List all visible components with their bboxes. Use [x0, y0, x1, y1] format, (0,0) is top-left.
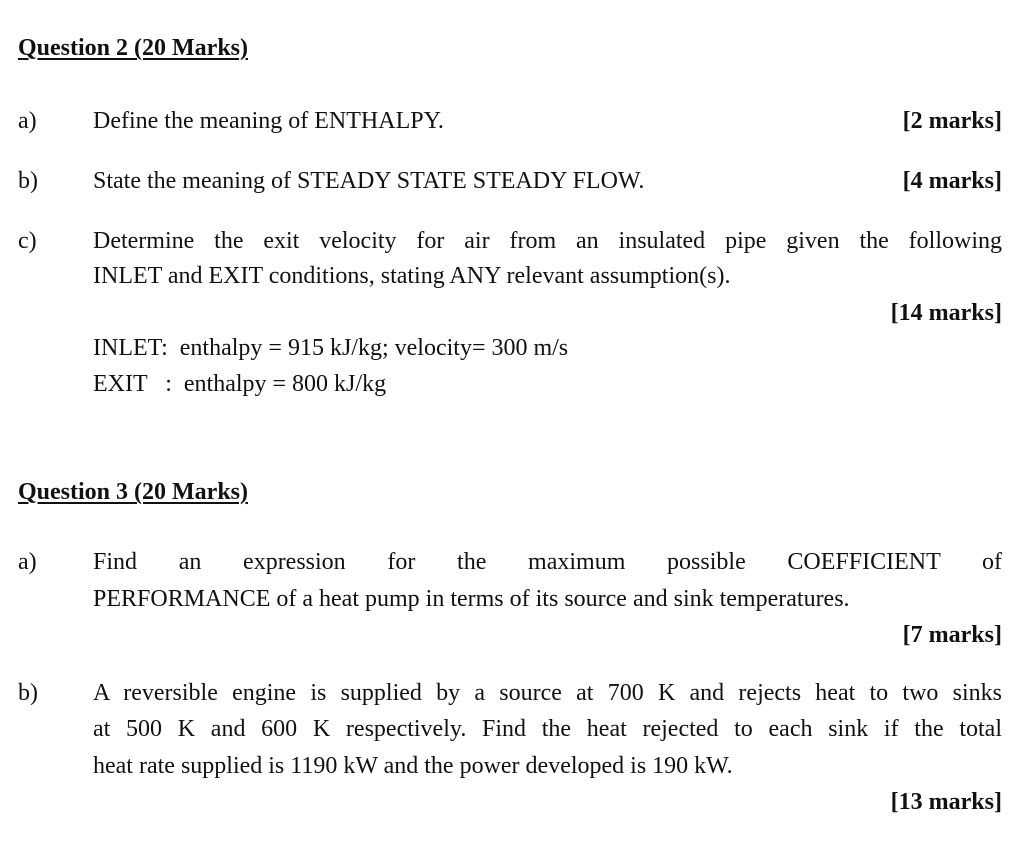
q3-part-b-line-3: heat rate supplied is 1190 kW and the power developed is 190 kW.	[93, 753, 733, 779]
q2-part-c-letter: c)	[18, 228, 37, 254]
q3-part-b-marks: [13 marks]	[890, 789, 1002, 815]
q2-part-b-letter: b)	[18, 168, 38, 194]
q2-part-a-text: Define the meaning of ENTHALPY.	[93, 108, 444, 134]
q2-part-b-text: State the meaning of STEADY STATE STEADY FLOW.	[93, 168, 645, 194]
q2-part-a-marks: [2 marks]	[902, 108, 1002, 134]
q2-part-c-line-1: Determine the exit velocity for air from an insulated pipe given the following	[93, 228, 1002, 254]
q3-part-b-letter: b)	[18, 680, 38, 706]
q3-part-a-marks: [7 marks]	[902, 622, 1002, 648]
q2-part-c-line-2: INLET and EXIT conditions, stating ANY relevant assumption(s).	[93, 263, 731, 289]
question-3-heading: Question 3 (20 Marks)	[18, 479, 248, 505]
q2-part-c-marks: [14 marks]	[890, 300, 1002, 326]
q3-part-a-letter: a)	[18, 549, 37, 575]
q2-exit-conditions: EXIT : enthalpy = 800 kJ/kg	[93, 371, 387, 397]
question-2-heading: Question 2 (20 Marks)	[18, 35, 248, 61]
q2-part-b-marks: [4 marks]	[902, 168, 1002, 194]
q2-inlet-conditions: INLET: enthalpy = 915 kJ/kg; velocity= 300 m/s	[93, 335, 569, 361]
q3-part-b-line-1: A reversible engine is supplied by a source at 700 K and rejects heat to two sinks	[93, 680, 1002, 706]
q3-part-a-line-2: PERFORMANCE of a heat pump in terms of its source and sink temperatures.	[93, 586, 850, 612]
q3-part-b-line-2: at 500 K and 600 K respectively. Find the heat rejected to each sink if the total	[93, 716, 1002, 742]
q3-part-a-line-1: Find an expression for the maximum possible COEFFICIENT of	[93, 549, 1002, 575]
q2-part-a-letter: a)	[18, 108, 37, 134]
